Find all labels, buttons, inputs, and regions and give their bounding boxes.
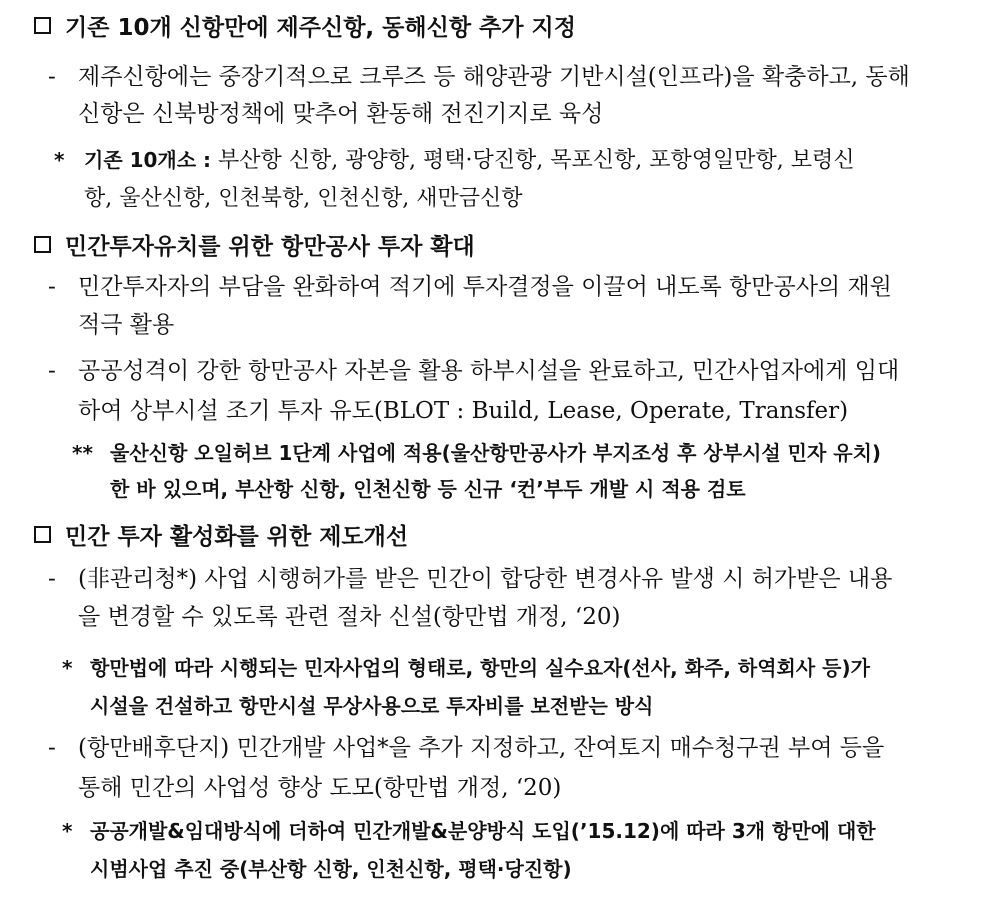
section-heading-3: 민간 투자 활성화를 위한 제도개선	[34, 518, 408, 551]
dash-marker: -	[48, 64, 56, 90]
footnote-1: * 기존 10개소 : 부산항 신항, 광양항, 평택·당진항, 목포신항, 포항영일만항, 보령신 항, 울산신항, 인천북항, 인천신항, 새만금신항	[54, 141, 855, 218]
asterisk-marker: *	[54, 148, 65, 172]
section-heading-1: 기존 10개 신항만에 제주신항, 동해신항 추가 지정	[34, 9, 576, 42]
double-asterisk-marker: **	[72, 441, 93, 465]
dash-marker: -	[48, 735, 56, 761]
footnote-4: * 공공개발&임대방식에 더하여 민간개발&분양방식 도입(’15.12)에 따라 3개 항만에 대한 시범사업 추진 중(부산항 신항, 인천신항, 평택·당진항)	[62, 812, 876, 888]
checkbox-square-icon	[34, 236, 51, 253]
asterisk-marker: *	[62, 819, 73, 843]
bullet-item-2-1: - 민간투자자의 부담을 완화하여 적기에 투자결정을 이끌어 내도록 항만공사의 재원 적극 활용	[48, 268, 892, 344]
dash-marker: -	[48, 274, 56, 300]
dash-marker: -	[48, 358, 56, 384]
checkbox-square-icon	[34, 526, 51, 543]
asterisk-marker: *	[62, 656, 73, 680]
bullet-item-3-1: - (非관리청*) 사업 시행허가를 받은 민간이 합당한 변경사유 발생 시 허가받은 내용 을 변경할 수 있도록 관련 절차 신설(항만법 개정, ‘20)	[48, 560, 892, 636]
bullet-item-1-1: - 제주신항에는 중장기적으로 크루즈 등 해양관광 기반시설(인프라)을 확충하고, 동해 신항은 신북방정책에 맞추어 환동해 전진기지로 육성	[48, 59, 910, 133]
bullet-item-3-2: - (항만배후단지) 민간개발 사업*을 추가 지정하고, 잔여토지 매수청구권 부여 등을 통해 민간의 사업성 향상 도모(항만법 개정, ‘20)	[48, 728, 884, 808]
checkbox-square-icon	[34, 17, 51, 34]
footnote-2: ** 울산신항 오일허브 1단계 사업에 적용(울산항만공사가 부지조성 후 상부시설 민자 유치) 한 바 있으며, 부산항 신항, 인천신항 등 신규 ‘컨’부두 개발 시 적용 검토	[72, 435, 881, 507]
bullet-item-2-2: - 공공성격이 강한 항만공사 자본을 활용 하부시설을 완료하고, 민간사업자에게 임대 하여 상부시설 조기 투자 유도(BLOT : Build, Lease, Operate, Transfer)	[48, 351, 899, 431]
dash-marker: -	[48, 566, 56, 592]
section-heading-2: 민간투자유치를 위한 항만공사 투자 확대	[34, 228, 475, 261]
footnote-3: * 항만법에 따라 시행되는 민자사업의 형태로, 항만의 실수요자(선사, 화주, 하역회사 등)가 시설을 건설하고 항만시설 무상사용으로 투자비를 보전받는 방식	[62, 649, 870, 725]
